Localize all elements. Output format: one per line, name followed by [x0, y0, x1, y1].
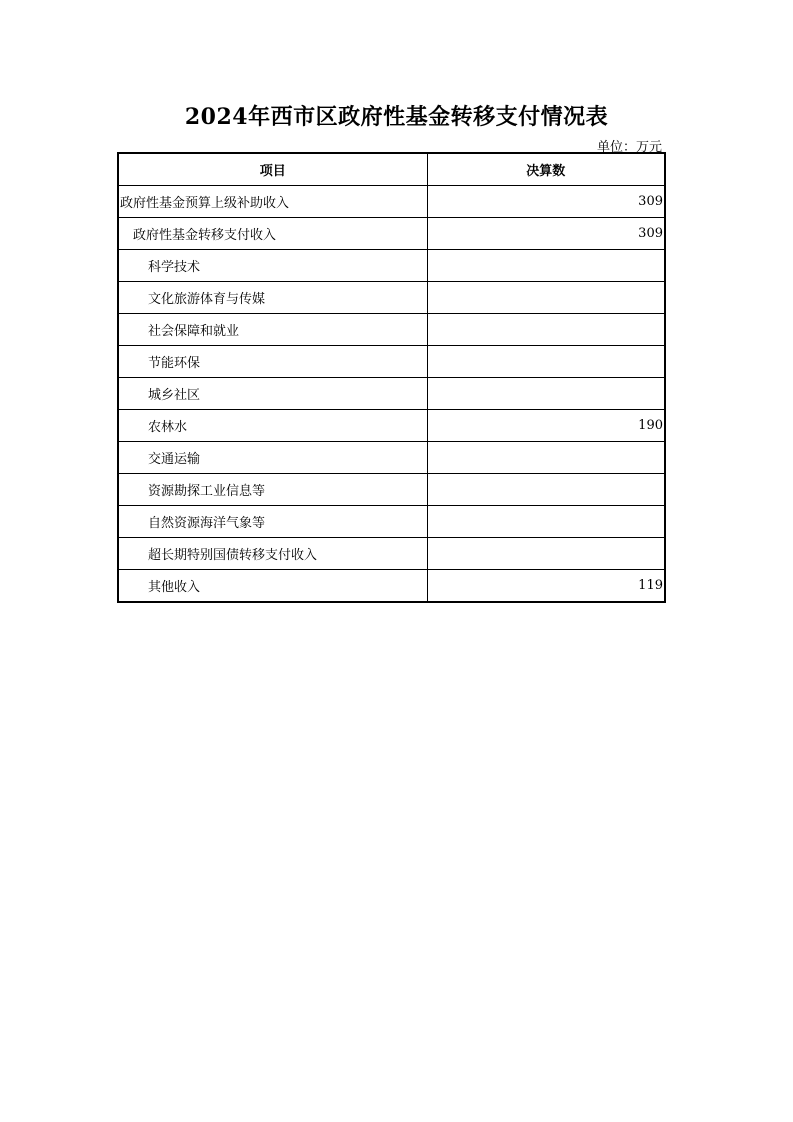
row-label: 文化旅游体育与传媒 — [118, 282, 427, 314]
table-row — [118, 218, 665, 250]
table-row — [118, 250, 665, 282]
row-label: 政府性基金转移支付收入 — [118, 218, 427, 250]
header-final-amount: 决算数 — [427, 153, 665, 186]
table-row — [118, 346, 665, 378]
row-label: 社会保障和就业 — [118, 314, 427, 346]
row-value — [427, 506, 665, 538]
table-row — [118, 410, 665, 442]
table-row — [118, 474, 665, 506]
row-label: 超长期特别国债转移支付收入 — [118, 538, 427, 570]
row-label: 节能环保 — [118, 346, 427, 378]
row-value — [427, 282, 665, 314]
row-value — [427, 250, 665, 282]
row-value — [427, 346, 665, 378]
row-label: 农林水 — [118, 410, 427, 442]
table-header-row — [118, 153, 665, 186]
transfer-payment-table — [117, 152, 666, 603]
table-row — [118, 506, 665, 538]
table-row — [118, 282, 665, 314]
table-row — [118, 378, 665, 410]
row-label: 科学技术 — [118, 250, 427, 282]
table-row — [118, 314, 665, 346]
table-row — [118, 570, 665, 603]
row-value: 309 — [427, 186, 665, 218]
table-row — [118, 538, 665, 570]
table-row — [118, 442, 665, 474]
row-value: 119 — [427, 570, 665, 603]
row-value: 190 — [427, 410, 665, 442]
row-value: 309 — [427, 218, 665, 250]
row-label: 自然资源海洋气象等 — [118, 506, 427, 538]
row-value — [427, 442, 665, 474]
table-row — [118, 186, 665, 218]
row-value — [427, 474, 665, 506]
unit-label: 单位：万元 — [596, 140, 662, 155]
row-label: 交通运输 — [118, 442, 427, 474]
row-label: 其他收入 — [118, 570, 427, 603]
row-label: 政府性基金预算上级补助收入 — [118, 186, 427, 218]
row-value — [427, 378, 665, 410]
row-value — [427, 538, 665, 570]
header-item: 项目 — [118, 153, 427, 186]
row-value — [427, 314, 665, 346]
page-title: 2024年西市区政府性基金转移支付情况表 — [184, 104, 609, 130]
row-label: 城乡社区 — [118, 378, 427, 410]
row-label: 资源勘探工业信息等 — [118, 474, 427, 506]
